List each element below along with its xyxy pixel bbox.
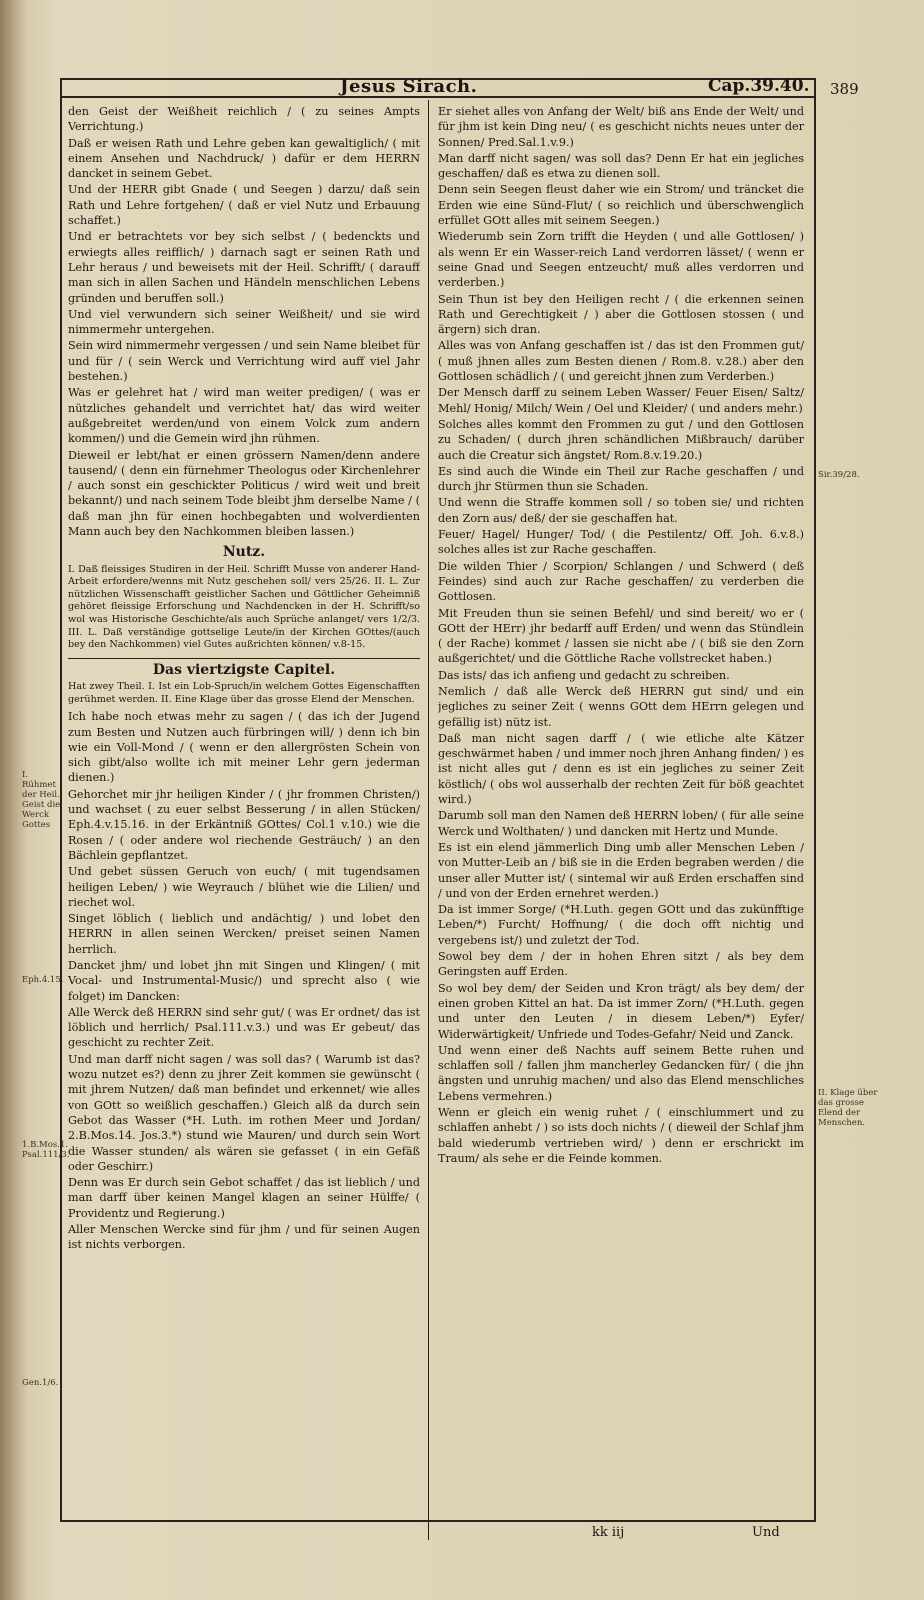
verse-text: Da ist immer Sorge/ (*H.Luth. gegen GOtt und das zukünfftige Leben/*) Furcht/ Hoffnung/ ( die doch offt nichtig und vergebens ist/) und zuletzt der Tod. bbox=[438, 903, 804, 947]
verse-text: Sein wird nimmermehr vergessen / und sein Name bleibet für und für / ( sein Werck und Verrichtung wird auff viel Jahr bestehen.) bbox=[68, 339, 420, 384]
verse-text: Nemlich / daß alle Werck deß HERRN gut sind/ und ein jegliches zu seiner Zeit ( wenns GOtt dem HErrn gelegen und gefällig ist) nütz ist. bbox=[438, 684, 804, 729]
verse bbox=[438, 902, 804, 948]
verse bbox=[438, 981, 804, 1042]
verse bbox=[68, 307, 420, 338]
verse bbox=[438, 292, 804, 338]
verse-text: Und viel verwundern sich seiner Weißheit/ und sie wird nimmermehr untergehen. bbox=[68, 307, 420, 337]
verse bbox=[68, 787, 420, 863]
verse-text: Sein Thun ist bey den Heiligen recht / ( die erkennen seinen Rath und Gerechtigkeit / ) aber die Gottlosen stossen ( und ärgern) sich dran. bbox=[438, 292, 804, 337]
verse bbox=[438, 464, 804, 495]
verse bbox=[68, 448, 420, 540]
verse-text: Dancket jhm/ und lobet jhn mit Singen und Klingen/ ( mit Vocal- und Instrumental-Music/) und sprecht also ( wie folget) im Dancken: bbox=[68, 959, 420, 1003]
verse-text: Denn was Er durch sein Gebot schaffet / das ist lieblich / und man darff über keinen Mangel klagen an seiner Hülffe/ ( Providentz und Regierung.) bbox=[68, 1176, 420, 1220]
verse bbox=[68, 104, 420, 135]
catchword: Und bbox=[752, 1525, 780, 1540]
verse bbox=[438, 808, 804, 839]
margin-note: 1.B.Mos.1. Psal.111/3. bbox=[22, 1140, 70, 1160]
verse-text: Und er betrachtets vor bey sich selbst / ( bedenckts und erwiegts alles reifflich/ ) darnach sagt er seinen Rath und Lehr heraus / und beweisets mit der Heil. Schrifft/ ( darauff man sich in allen Sachen und Händeln menschlichen Lebens gründen und beruffen soll.) bbox=[68, 230, 420, 305]
margin-note: II. Klage über das grosse Elend der Menschen. bbox=[818, 1088, 878, 1128]
verse bbox=[438, 1105, 804, 1166]
chapter-reference: Cap.39.40. bbox=[708, 76, 810, 96]
verse bbox=[438, 949, 804, 980]
verse-text: Und wenn einer deß Nachts auff seinem Bette ruhen und schlaffen soll / fallen jhm mancherley Gedancken für/ ( die jhn ängsten und unruhig machen/ und also das Elend menschliches Lebens vermehren.) bbox=[438, 1043, 804, 1103]
verse-text: Es ist ein elend jämmerlich Ding umb aller Menschen Leben / von Mutter-Leib an / biß sie in die Erden begraben werden / die unser aller Mutter ist/ ( sintemal wir auß Erden erschaffen sind / und von der Erden ernehret werden.) bbox=[438, 840, 804, 900]
verse-text: Die wilden Thier / Scorpion/ Schlangen / und Schwerd ( deß Feindes) sind auch zur Rache geschaffen/ zu verderben die Gottlosen. bbox=[438, 559, 804, 604]
verse bbox=[438, 668, 804, 683]
margin-note: Gen.1/6. bbox=[22, 1378, 59, 1388]
margin-note: Sir.39/28. bbox=[818, 470, 860, 480]
signature-mark: kk iij bbox=[592, 1525, 625, 1540]
verse-text: Was er gelehret hat / wird man weiter predigen/ ( was er nützliches gehandelt und verrichtet hat/ das wird weiter außgebreitet werden/und von einem Volck zum andern kommen/) und die Gemein wird jhn rühmen. bbox=[68, 386, 420, 446]
verse bbox=[438, 229, 804, 290]
verse-text: Alle Werck deß HERRN sind sehr gut/ ( was Er ordnet/ das ist löblich und herrlich/ Psal.111.v.3.) und was Er gebeut/ das geschicht zu rechter Zeit. bbox=[68, 1005, 420, 1050]
verse-text: Man darff nicht sagen/ was soll das? Denn Er hat ein jegliches geschaffen/ daß es etwa zu dienen soll. bbox=[438, 151, 804, 181]
verse-text: Gehorchet mir jhr heiligen Kinder / ( jhr frommen Christen/) und wachset ( zu euer selbst Besserung / in allen Stücken/ Eph.4.v.15.16. in der Erkäntniß GOttes/ Col.1 v.10.) wie die Rosen / ( oder andere wol riechende Gesträuch/ ) an den Bächlein gepflantzet. bbox=[68, 787, 420, 862]
verse bbox=[68, 1005, 420, 1051]
verse bbox=[438, 151, 804, 182]
verse-text: Singet löblich ( lieblich und andächtig/ ) und lobet den HERRN in allen seinen Wercken/ preiset seinen Namen herrlich. bbox=[68, 912, 420, 956]
verse-text: Sowol bey dem / der in hohen Ehren sitzt / als bey dem Geringsten auff Erden. bbox=[438, 950, 804, 979]
verse-text: Mit Freuden thun sie seinen Befehl/ und sind bereit/ wo er ( GOtt der HErr) jhr bedarff auff Erden/ und wenn das Stündlein ( der Rache) kommet / lassen sie nicht abe / ( biß sie den Zorn außgerichtet/ und die Göttliche Rache vollstrecket haben.) bbox=[438, 606, 804, 666]
margin-note: I. Rühmet der Heil. Geist die Werck Gottes bbox=[22, 770, 61, 830]
verse-text: Darumb soll man den Namen deß HERRN loben/ ( für alle seine Werck und Wolthaten/ ) und dancken mit Hertz und Munde. bbox=[438, 809, 804, 838]
page-number: 389 bbox=[830, 80, 859, 98]
verse bbox=[438, 1043, 804, 1104]
verse bbox=[438, 527, 804, 558]
column-rule bbox=[428, 100, 429, 1540]
verse-text: Alles was von Anfang geschaffen ist / das ist den Frommen gut/ ( muß jhnen alles zum Besten dienen / Rom.8. v.28.) aber den Gottlosen schädlich / ( und gereicht jhnen zum Verderben.) bbox=[438, 339, 804, 384]
verse-text: Das ists/ das ich anfieng und gedacht zu schreiben. bbox=[438, 668, 730, 682]
verse-text: Es sind auch die Winde ein Theil zur Rache geschaffen / und durch jhr Stürmen thun sie Schaden. bbox=[438, 464, 804, 494]
verse-text: Und wenn die Straffe kommen soll / so toben sie/ und richten den Zorn aus/ deß/ der sie geschaffen hat. bbox=[438, 496, 804, 525]
verse-text: Und gebet süssen Geruch von euch/ ( mit tugendsamen heiligen Leben/ ) wie Weyrauch / blühet wie die Lilien/ und riechet wol. bbox=[68, 865, 420, 909]
verse bbox=[438, 104, 804, 150]
verse-text: den Geist der Weißheit reichlich / ( zu seines Ampts Verrichtung.) bbox=[68, 105, 420, 134]
verse bbox=[438, 385, 804, 416]
verse-text: Der Mensch darff zu seinem Leben Wasser/ Feuer Eisen/ Saltz/ Mehl/ Honig/ Milch/ Wein / Oel und Kleider/ ( und anders mehr.) bbox=[438, 386, 804, 415]
verse-text: Aller Menschen Wercke sind für jhm / und für seinen Augen ist nichts verborgen. bbox=[68, 1223, 420, 1252]
verse bbox=[68, 1052, 420, 1174]
verse bbox=[438, 606, 804, 667]
verse-text: Solches alles kommt den Frommen zu gut / und den Gottlosen zu Schaden/ ( durch jhren schändlichen Mißbrauch/ darüber auch die Creatur sich ängstet/ Rom.8.v.19.20.) bbox=[438, 417, 804, 462]
verse bbox=[68, 709, 420, 785]
verse bbox=[68, 182, 420, 228]
verse bbox=[438, 684, 804, 730]
verse bbox=[438, 417, 804, 463]
verse bbox=[438, 338, 804, 384]
right-column bbox=[438, 104, 804, 1524]
verse-text: Wenn er gleich ein wenig ruhet / ( einschlummert und zu schlaffen anhebt / ) so ists doch nichts / ( dieweil der Schlaf jhm bald wiederumb vertrieben wird/ ) denn er erschrickt im Traum/ als sehe er die Feinde kommen. bbox=[438, 1106, 804, 1165]
verse bbox=[68, 385, 420, 446]
verse bbox=[68, 911, 420, 957]
verse bbox=[68, 229, 420, 305]
verse bbox=[68, 136, 420, 182]
verse bbox=[68, 1222, 420, 1253]
verse bbox=[438, 840, 804, 901]
verse bbox=[68, 1175, 420, 1221]
verse-text: Und der HERR gibt Gnade ( und Seegen ) darzu/ daß sein Rath und Lehre fortgehen/ ( daß er viel Nutz und Erbauung schaffet.) bbox=[68, 183, 420, 228]
running-title: Jesus Sirach. bbox=[340, 76, 478, 97]
verse bbox=[438, 182, 804, 228]
verse-text: Feuer/ Hagel/ Hunger/ Tod/ ( die Pestilentz/ Off. Joh. 6.v.8.) solches alles ist zur Rache geschaffen. bbox=[438, 528, 804, 557]
margin-note: Eph.4.15. bbox=[22, 975, 64, 985]
verse bbox=[438, 495, 804, 526]
verse bbox=[438, 731, 804, 807]
nutz-text: I. Daß fleissiges Studiren in der Heil. Schrifft Musse von anderer Hand-Arbeit erfordere/wenns mit Nutz geschehen soll/ vers 25/26. II. L. Zur nützlichen Wissenschafft geistlicher Sachen und Göttlicher Geheimniß gehöret fleissige Erforschung und Nachdencken in der H. Schrifft/so wol was Historische Geschichte/als auch Sprüche anlanget/ vers 1/2/3. III. L. Daß verständige gottselige Leute/in der Kirchen GOttes/(auch bey den Nachkommen) viel Gutes außrichten können/ v.8-15. bbox=[68, 563, 420, 651]
nutz-heading: Nutz. bbox=[222, 544, 266, 561]
verse-text: Er siehet alles von Anfang der Welt/ biß ans Ende der Welt/ und für jhm ist kein Ding neu/ ( es geschicht nichts neues unter der Sonnen/ Pred.Sal.1.v.9.) bbox=[438, 105, 804, 149]
verse-text: Dieweil er lebt/hat er einen grössern Namen/denn andere tausend/ ( denn ein fürnehmer Theologus oder Kirchenlehrer / auch sonst ein geschickter Politicus / wird weit und breit bekannt/) und nach seinem Tode bleibt jhm derselbe Name / ( daß man jhn für einen hochbegabten und wolverdienten Mann auch bey den Nachkommen bleiben lassen.) bbox=[68, 448, 420, 539]
verse bbox=[68, 958, 420, 1004]
verse bbox=[438, 559, 804, 605]
verse-text: So wol bey dem/ der Seiden und Kron trägt/ als bey dem/ der einen groben Kittel an hat. Da ist immer Zorn/ (*H.Luth. gegen und unter den Leuten / in diesem Leben/*) Eyfer/ Widerwärtigkeit/ Unfriede und Todes-Gefahr/ Neid und Zanck. bbox=[438, 981, 804, 1041]
chapter-summary: Hat zwey Theil. I. Ist ein Lob-Spruch/in welchem Gottes Eigenschafften gerühmet werden. II. Eine Klage über das grosse Elend der Menschen. bbox=[68, 681, 420, 705]
verse-text: Daß er weisen Rath und Lehre geben kan gewaltiglich/ ( mit einem Ansehen und Nachdruck/ ) dafür er dem HERRN dancket in seinem Gebet. bbox=[68, 136, 420, 181]
verse bbox=[68, 338, 420, 384]
chapter-heading: Das viertzigste Capitel. bbox=[68, 658, 420, 678]
verse-text: Daß man nicht sagen darff / ( wie etliche alte Kätzer geschwärmet haben / und immer noch jhren Anhang finden/ ) es ist nicht alles gut / denn es ist ein jegliches zu seiner Zeit köstlich/ ( obs wol ausserhalb der rechten Zeit für böß geachtet wird.) bbox=[438, 731, 804, 807]
left-column bbox=[68, 104, 420, 1516]
verse-text: Wiederumb sein Zorn trifft die Heyden ( und alle Gottlosen/ ) als wenn Er ein Wasser-reich Land verdorren lässet/ ( wenn er seine Gnad und Seegen entzeucht/ muß alles verdorren und verderben.) bbox=[438, 230, 804, 290]
verse bbox=[68, 864, 420, 910]
verse-text: Und man darff nicht sagen / was soll das? ( Warumb ist das? wozu nutzet es?) denn zu jhrer Zeit kommen sie gewünscht ( mit jhrem Nutzen/ daß man befindet und erkennet/ wie alles von GOtt so weißlich geschaffen.) Gleich alß da durch sein Gebot das Wasser (*H. Luth. im rothen Meer und Jordan/ 2.B.Mos.14. Jos.3.*) stund wie Mauren/ und durch sein Wort die Wasser stunden/ als wären sie gefasset ( in ein Gefäß oder Geschirr.) bbox=[68, 1052, 420, 1173]
verse-text: Denn sein Seegen fleust daher wie ein Strom/ und träncket die Erden wie eine Sünd-Flut/ ( so reichlich und überschwenglich erfüllet GOtt alles mit seinem Seegen.) bbox=[438, 183, 804, 228]
verse-text: Ich habe noch etwas mehr zu sagen / ( das ich der Jugend zum Besten und Nutzen auch fürbringen will/ ) denn ich bin wie ein Voll-Mond / ( wenn er den allergrösten Schein von sich gibt/also wollte ich mit meiner Lehr gern jederman dienen.) bbox=[68, 710, 420, 785]
